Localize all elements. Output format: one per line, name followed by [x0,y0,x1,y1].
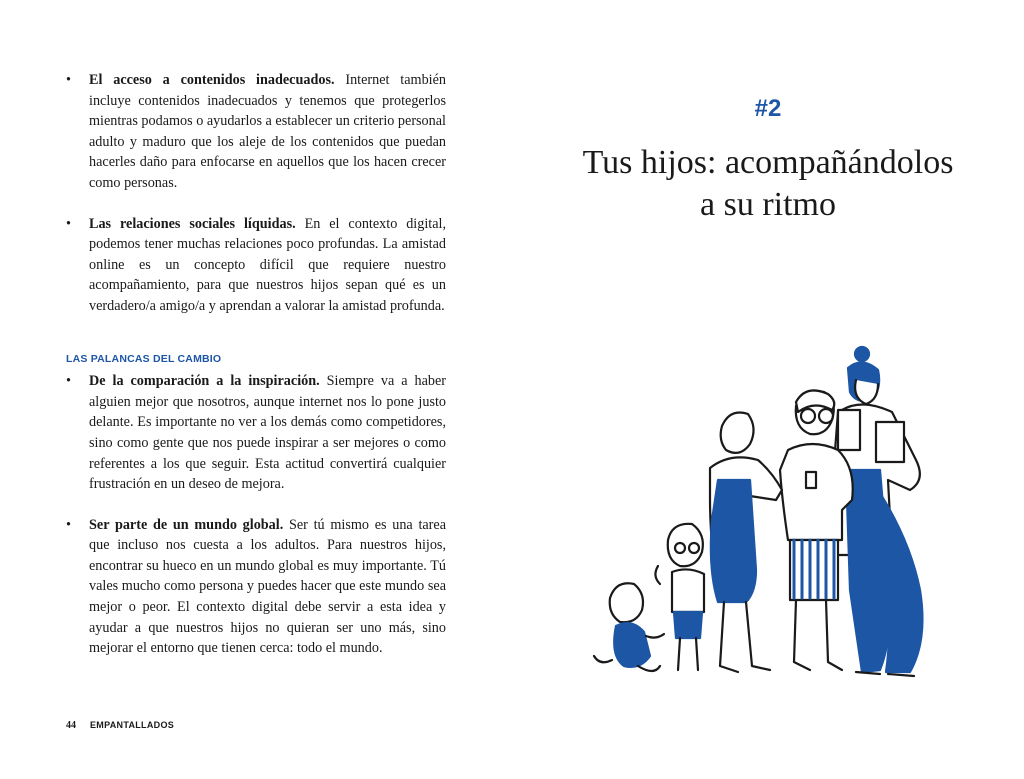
chapter-number: #2 [754,95,782,122]
bullet-heading: De la comparación a la inspiración. [89,373,320,390]
baby-figure [594,583,664,671]
chapter-title-line: Tus hijos: acompañándolos [582,144,954,181]
page-number: 44 [66,720,76,731]
bullet-dot: • [66,72,71,88]
bullet-text: Internet también incluye contenidos inadecuados y tenemos que protegerlos mientras podamos o ayudarlos a establecer un criterio personal adulto y maduro que los aleje de los contenidos que puedan hacerles daño para enfocarse en aquellos que los hacen crecer como personas. [89,72,447,191]
bullet-heading: Las relaciones sociales líquidas. [89,215,296,232]
bullet-item [66,371,446,495]
child-figure [655,524,704,670]
bullet-dot: • [66,516,71,533]
bullet-item [66,70,446,194]
right-page [512,0,1024,779]
chapter-title [512,142,1024,226]
bullet-text: Ser tú mismo es una tarea que incluso nos cuesta a los adultos. Para nuestros hijos, encontrar su hueco en un mundo global es muy importante. Tú vales mucho como persona y puedes hacer que este mundo sea mejor o peor. El contexto digital debe servir a esta idea y ayudar a que nuestros hijos no quieran ser uno más, sino mejorar el entorno que tienen cerca: todo el mundo. [89,516,446,657]
bullet-heading: El acceso a contenidos inadecuados. [89,72,335,88]
family-illustration [580,340,960,695]
running-head: EMPANTALLADOS [90,720,175,730]
bullet-dot: • [66,215,71,232]
bullet-item [66,214,446,317]
bullet-item [66,515,446,659]
page-footer [66,720,174,731]
bullet-text: En el contexto digital, podemos tener muchas relaciones poco profundas. La amistad online es un concepto difícil que requiere nuestro acompañamiento, para que nuestros hijos sepan qué es un verdadero/a amigo/a y aprendan a valorar la amistad profunda. [89,215,447,314]
chapter-title-line: a su ritmo [700,186,836,223]
teen-figure [710,413,782,673]
mother-figure [832,347,922,676]
section-label: LAS PALANCAS DEL CAMBIO [66,352,222,365]
bullet-heading: Ser parte de un mundo global. [89,516,284,533]
body-text-column [66,70,446,659]
bullet-text: Siempre va a haber alguien mejor que nosotros, aunque internet nos lo pone justo delante. Es importante no ver a los demás como competidores, sino como gente que nos puede inspirar a ser mejores o como referentes a los que seguir. Esta actitud convertirá cualquier frustración en un deseo de mejora. [89,373,446,493]
bullet-dot: • [66,373,71,390]
